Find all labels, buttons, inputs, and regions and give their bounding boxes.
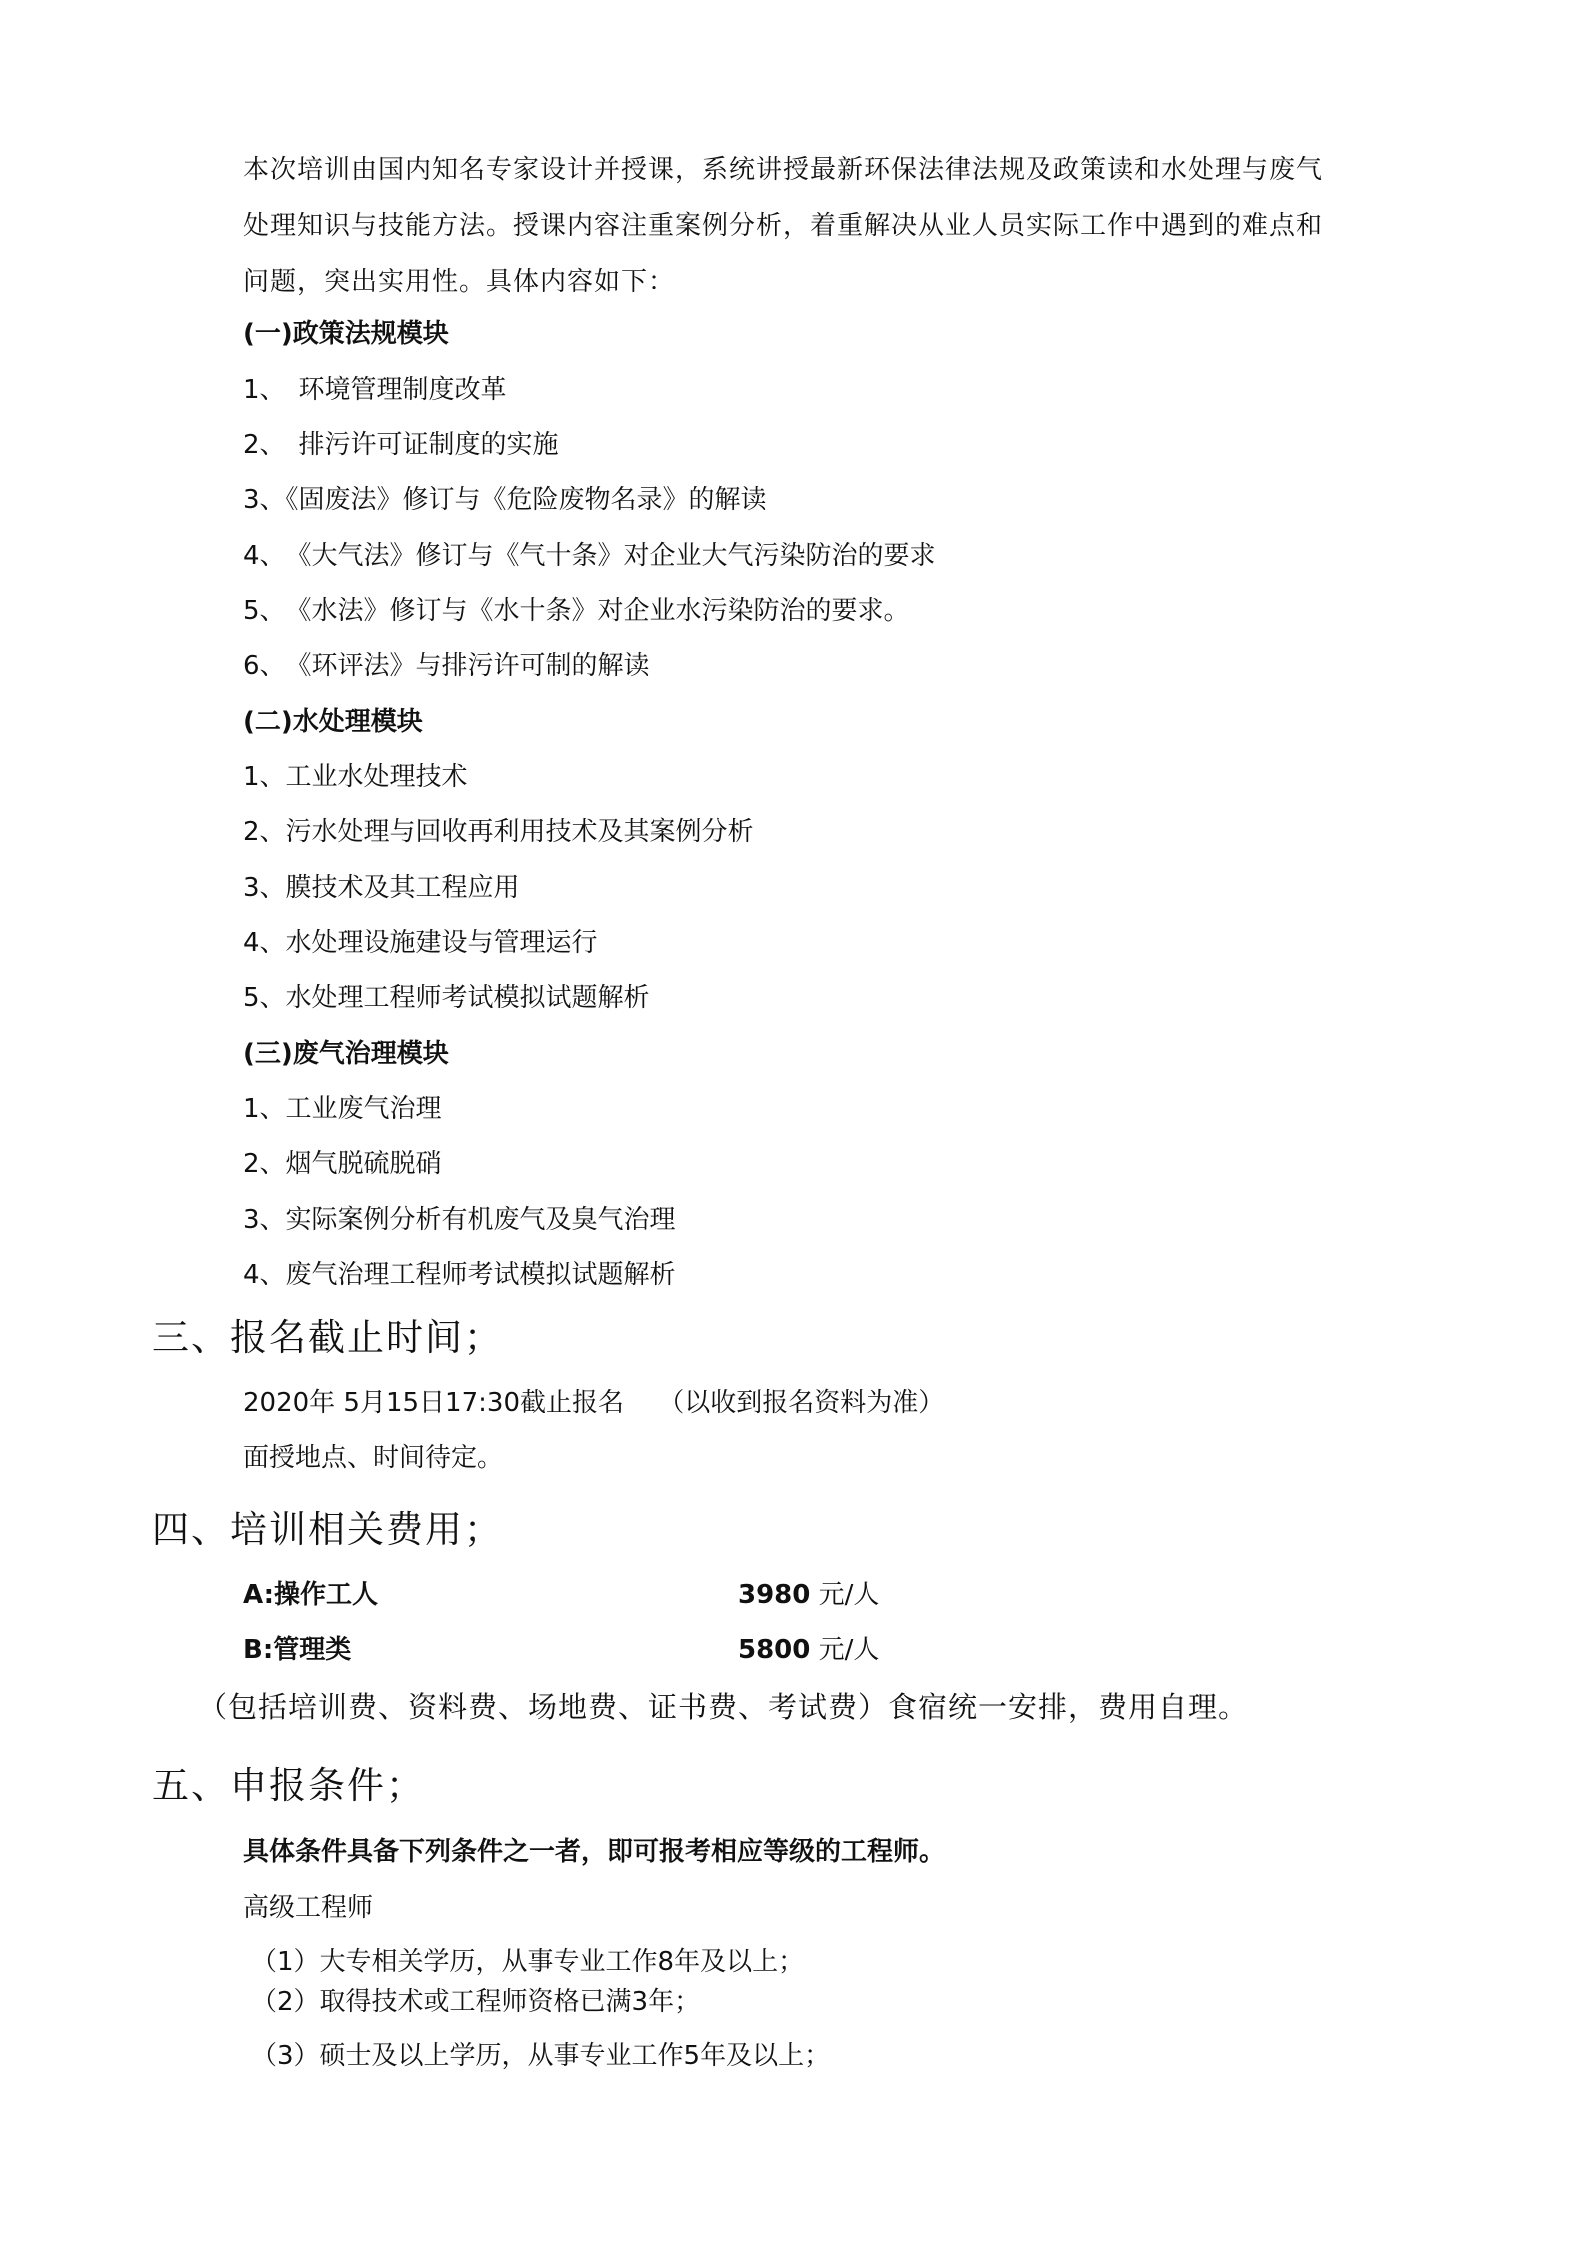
fee-unit: 元/人 <box>810 1580 880 1610</box>
list-item: 4、 《大气法》修订与《气十条》对企业大气污染防治的要求 <box>243 541 936 571</box>
list-item: 1、 环境管理制度改革 <box>243 375 507 405</box>
list-item: 2、污水处理与回收再利用技术及其案例分析 <box>243 817 754 847</box>
intro-paragraph: 本次培训由国内知名专家设计并授课，系统讲授最新环保法律法规及政策读和水处理与废气处理知识与技能方法。授课内容注重案例分析，着重解决从业人员实际工作中遇到的难点和问题，突出实用性。具体内容如下： <box>243 155 1324 297</box>
list-item: 4、水处理设施建设与管理运行 <box>243 928 598 958</box>
fee-label-management: B:管理类 <box>243 1635 352 1665</box>
module-heading-water: (二)水处理模块 <box>243 707 423 737</box>
section-heading-requirements: 五、申报条件； <box>152 1764 425 1807</box>
list-item: 3、膜技术及其工程应用 <box>243 873 520 903</box>
deadline-text: 2020年 5月15日17:30截止报名 （以收到报名资料为准） <box>243 1388 945 1418</box>
list-item: 2、 排污许可证制度的实施 <box>243 430 559 460</box>
list-item: 2、烟气脱硫脱硝 <box>243 1149 442 1179</box>
section-heading-fees: 四、培训相关费用； <box>152 1508 503 1551</box>
level-heading: 高级工程师 <box>243 1893 374 1923</box>
module-heading-gas: (三)废气治理模块 <box>243 1039 449 1069</box>
condition-item: （1）大专相关学历，从事专业工作8年及以上； <box>251 1947 805 1977</box>
fee-unit: 元/人 <box>810 1635 880 1665</box>
module-heading-policy: (一)政策法规模块 <box>243 319 449 349</box>
list-item: 1、工业废气治理 <box>243 1094 442 1124</box>
condition-item: （2）取得技术或工程师资格已满3年； <box>251 1987 701 2017</box>
list-item: 5、 《水法》修订与《水十条》对企业水污染防治的要求。 <box>243 596 910 626</box>
fee-value-management <box>738 1632 879 1668</box>
fee-amount: 5800 <box>738 1635 811 1665</box>
list-item: 3、《固废法》修订与《危险废物名录》的解读 <box>243 485 767 515</box>
fee-value-operator <box>738 1577 879 1613</box>
list-item: 5、水处理工程师考试模拟试题解析 <box>243 983 650 1013</box>
location-text: 面授地点、时间待定。 <box>243 1443 504 1473</box>
list-item: 3、实际案例分析有机废气及臭气治理 <box>243 1205 676 1235</box>
requirements-lead: 具体条件具备下列条件之一者，即可报考相应等级的工程师。 <box>243 1837 946 1867</box>
fee-note: （包括培训费、资料费、场地费、证书费、考试费）食宿统一安排，费用自理。 <box>198 1690 1249 1724</box>
list-item: 4、废气治理工程师考试模拟试题解析 <box>243 1260 676 1290</box>
condition-item: （3）硕士及以上学历，从事专业工作5年及以上； <box>251 2041 831 2071</box>
fee-amount: 3980 <box>738 1580 811 1610</box>
list-item: 6、 《环评法》与排污许可制的解读 <box>243 651 650 681</box>
list-item: 1、工业水处理技术 <box>243 762 468 792</box>
section-heading-deadline: 三、报名截止时间； <box>152 1316 503 1359</box>
fee-label-operator: A:操作工人 <box>243 1580 379 1610</box>
